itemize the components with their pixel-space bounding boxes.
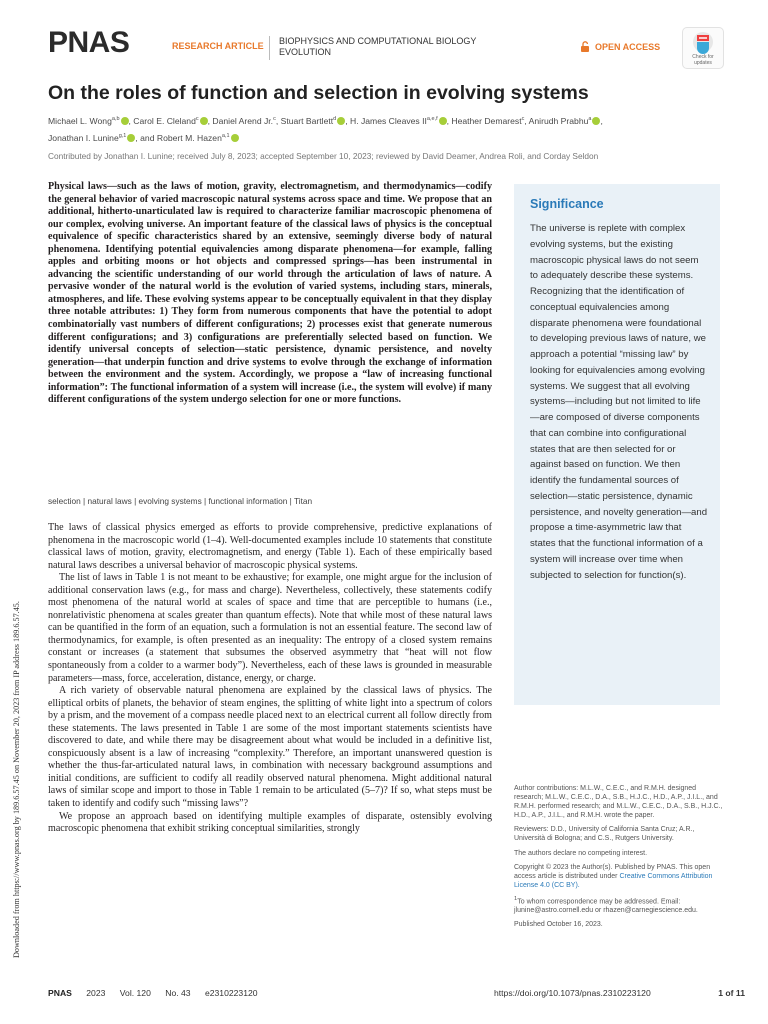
body-text <box>48 522 492 836</box>
author-affiliation-mark: c <box>195 116 199 122</box>
article-title: On the roles of function and selection in evolving systems <box>48 82 589 104</box>
author-affiliation-mark: d <box>333 116 337 122</box>
orcid-icon[interactable] <box>337 117 345 125</box>
author-affiliation-mark: a,1 <box>221 132 230 139</box>
author-affiliation-mark: a,e,f <box>426 116 438 122</box>
crossmark-icon <box>683 29 723 57</box>
copyright <box>514 863 724 890</box>
author-affiliation-mark: c <box>273 116 276 122</box>
orcid-icon[interactable] <box>121 117 129 125</box>
author-list: Michael L. Wong$^{a,b}$ , Carol E. Cleland$^c$ , Daniel Arend Jr.$^c$, Stuart Bartlett$^d$ , H. James Cleaves II$^{a,e,f}$ , Heather Demarest$^c$, Anirudh Prabhu$^a$ , Jonathan I. Lunine$^{g,1}$ , and Robert M. Hazen$^{a,1}$ <box>48 115 603 143</box>
author-name[interactable]: Daniel Arend Jr. <box>212 115 274 126</box>
page-number: 1 of 11 <box>718 988 745 998</box>
orcid-icon[interactable] <box>200 117 208 125</box>
orcid-icon[interactable] <box>127 134 135 142</box>
significance-text: The universe is replete with complex evolving systems, but the existing macroscopic physical laws do not seem to adequately describe these systems. Recognizing that the identification of conceptual equivalencies among disparate phenomena were foundational to developing previous laws of nature, we approach a potential “missing law” by looking for equivalencies among evolving systems. We suggest that all evolving systems—including but not limited to life—are composed of diverse components that can combine into configurational states that are then selected for or against based on function. We then identify the fundamental sources of selection—static persistence, dynamic persistence, and novelty generation—and propose a time-asymmetric law that states that the functional information of a system will increase over time when subjected to selection for function(s). <box>530 223 708 581</box>
author-name[interactable]: H. James Cleaves II <box>350 115 427 126</box>
footer-journal: PNAS <box>48 988 72 998</box>
check-for-updates-text: Check for updates <box>692 54 714 66</box>
footer-citation <box>48 988 270 998</box>
footer-article-id: e2310223120 <box>204 988 258 998</box>
journal-logo[interactable]: PNAS <box>48 26 130 59</box>
check-for-updates-badge[interactable] <box>682 27 724 69</box>
footer-doi-link[interactable]: https://doi.org/10.1073/pnas.2310223120 <box>494 988 651 998</box>
orcid-icon[interactable] <box>231 134 239 142</box>
author-name[interactable]: Anirudh Prabhu <box>528 115 589 126</box>
license-link[interactable]: Creative Commons Attribution License 4.0 (CC BY). <box>514 872 713 889</box>
correspondence-mark: 1 <box>514 895 518 902</box>
author-name[interactable]: Stuart Bartlett <box>280 115 334 126</box>
author-name[interactable]: Heather Demarest <box>451 115 522 126</box>
abstract: Physical laws—such as the laws of motion, gravity, electromagnetism, and thermodynamics—codify the general behavior of varied macroscopic natural systems across space and time. We propose that an additional, hitherto-unarticulated law is required to characterize familiar macroscopic phenomena of our complex, evolving universe. An important feature of the classical laws of physics is the conceptual equivalence of specific characteristics shared by an extensive, seemingly diverse body of natural phenomena. Identifying potential equivalencies among disparate phenomena—for example, falling apples and orbiting moons or hot objects and compressed springs—has been instrumental in advancing the scientific understanding of our world through the articulation of laws of nature. A pervasive wonder of the natural world is the evolution of varied systems, including stars, minerals, atmospheres, and life. These evolving systems appear to be conceptually equivalent in that they display three notable attributes: 1) They form from numerous components that have the potential to adopt combinatorially vast numbers of different configurations; 2) processes exist that generate numerous different configurations; and 3) configurations are preferentially selected based on function. We identify universal concepts of selection—static persistence, dynamic persistence, and novelty generation—that underpin function and drive systems to evolve through the exchange of information between the environment and the system. Accordingly, we propose a “law of increasing functional information”: The functional information of a system will increase (i.e., the system will evolve) if many different configurations of the system undergo selection for one or more functions. <box>48 181 492 406</box>
header-divider <box>269 36 270 60</box>
download-stamp: Downloaded from https://www.pnas.org by 189.6.57.45 on November 20, 2023 from IP address 189.6.57.45. <box>12 601 21 958</box>
footer-year: 2023 <box>86 988 106 998</box>
reviewers: Reviewers: D.D., University of California Santa Cruz; A.R., Università di Bologna; and C.S., Rutgers University. <box>514 826 695 843</box>
footer-volume: Vol. 120 <box>119 988 151 998</box>
author-affiliation-mark: a,b <box>111 116 120 122</box>
competing-interests: The authors declare no competing interest. <box>514 849 648 857</box>
article-type: RESEARCH ARTICLE <box>172 41 264 51</box>
author-contributions: Author contributions: M.L.W., C.E.C., and R.M.H. designed research; M.L.W., C.E.C., D.A., S.B., H.J.C., H.D., A.P., J.I.L., and R.M.H. performed research; and M.L.W., C.E.C., D.A., S.B., H.J.C., H.D., A.P., J.I.L., and R.M.H. wrote the paper. <box>514 785 723 820</box>
open-lock-icon <box>580 41 590 52</box>
category-evolution[interactable]: EVOLUTION <box>279 47 332 57</box>
correspondence-text: To whom correspondence may be addressed. Email: jlunine@astro.cornell.edu or rhazen@carnegiescience.edu. <box>514 898 698 915</box>
orcid-icon[interactable] <box>439 117 447 125</box>
significance-heading: Significance <box>530 197 604 211</box>
author-name[interactable]: Michael L. Wong <box>48 115 112 126</box>
author-name[interactable]: Carol E. Cleland <box>133 115 196 126</box>
open-access-label <box>580 41 660 52</box>
correspondence <box>514 895 724 916</box>
page-footer <box>48 988 745 1002</box>
body-paragraph-3: A rich variety of observable natural phenomena are explained by the classical laws of physics. The elliptical orbits of planets, the behavior of steam engines, the splitting of white light into a spectrum of colors by a prism, and the movement of a compass needle placed next to an electrical current all follow directly from these statements. The laws presented in Table 1 are some of the most important statements scientists have discovered to date, and while there may be disagreement about what would be included in a definitive list, conspicuously absent is a law of increasing “complexity.” Therefore, an important unanswered question is whether the thus-far-articulated natural laws, in combination with necessary background assumptions and initial conditions, are sufficient to codify all readily observed natural phenomena. Might additional natural laws of similar scope and import to those in Table 1 remain to be articulated (5–7)? If so, what steps must be taken to identify and codify such “missing laws”? <box>48 685 492 810</box>
author-affiliation-mark: g,1 <box>118 132 127 139</box>
category-biophysics[interactable]: BIOPHYSICS AND COMPUTATIONAL BIOLOGY <box>279 36 477 46</box>
body-paragraph-1: The laws of classical physics emerged as efforts to provide comprehensive, predictive explanations of phenomena in the macroscopic world (1–4). Well-documented examples include 10 statements that constitute classical laws of motion, gravity, electromagnetism, and energy (Table 1). Each of these empirically based natural laws describes a universal behavior of macroscopic physical systems. <box>48 522 492 571</box>
article-notes <box>514 784 724 935</box>
author-affiliation-mark: c <box>521 116 525 122</box>
body-paragraph-2: The list of laws in Table 1 is not meant to be exhaustive; for example, one might argue for the inclusion of additional conservation laws (e.g., for mass and charge). Nevertheless, collectively, these statements codify most phenomena of the natural world at scales of space and time that are perceptible to humans (i.e., nonrelativistic phenomena at scales greater than quantum effects). Note that while most of these natural laws can be quantified in the form of an equation, such a formulation is not an essential feature. The second law of thermodynamics, for example, is often presented as an inequality: The entropy of a closed system remains constant or increases (a statement that subsumes the observed asymmetry that “heat will not flow spontaneously from a colder to a warmer body”). Nevertheless, each of these laws is grounded in measurable parameters—mass, force, acceleration, distance, energy, or charge. <box>48 572 492 684</box>
orcid-icon[interactable] <box>592 117 600 125</box>
author-name[interactable]: Robert M. Hazen <box>156 132 222 143</box>
keywords: selection | natural laws | evolving systems | functional information | Titan <box>48 496 313 506</box>
copyright-text: Copyright © 2023 the Author(s). Published by PNAS. This open access article is distributed under <box>514 863 711 880</box>
body-paragraph-4: We propose an approach based on identifying multiple examples of disparate, ostensibly evolving macroscopic phenomena that exhibit striking conceptual similarities, strongly <box>48 810 492 835</box>
contribution-line: Contributed by Jonathan I. Lunine; received July 8, 2023; accepted September 10, 2023; reviewed by David Deamer, Andrea Roli, and Corday Seldon <box>48 151 599 161</box>
subject-categories <box>279 36 476 58</box>
open-access-text: OPEN ACCESS <box>595 41 661 52</box>
author-affiliation-mark: a <box>588 116 592 122</box>
published-date: Published October 16, 2023. <box>514 921 603 929</box>
footer-number: No. 43 <box>165 988 191 998</box>
author-name[interactable]: Jonathan I. Lunine <box>48 132 119 143</box>
